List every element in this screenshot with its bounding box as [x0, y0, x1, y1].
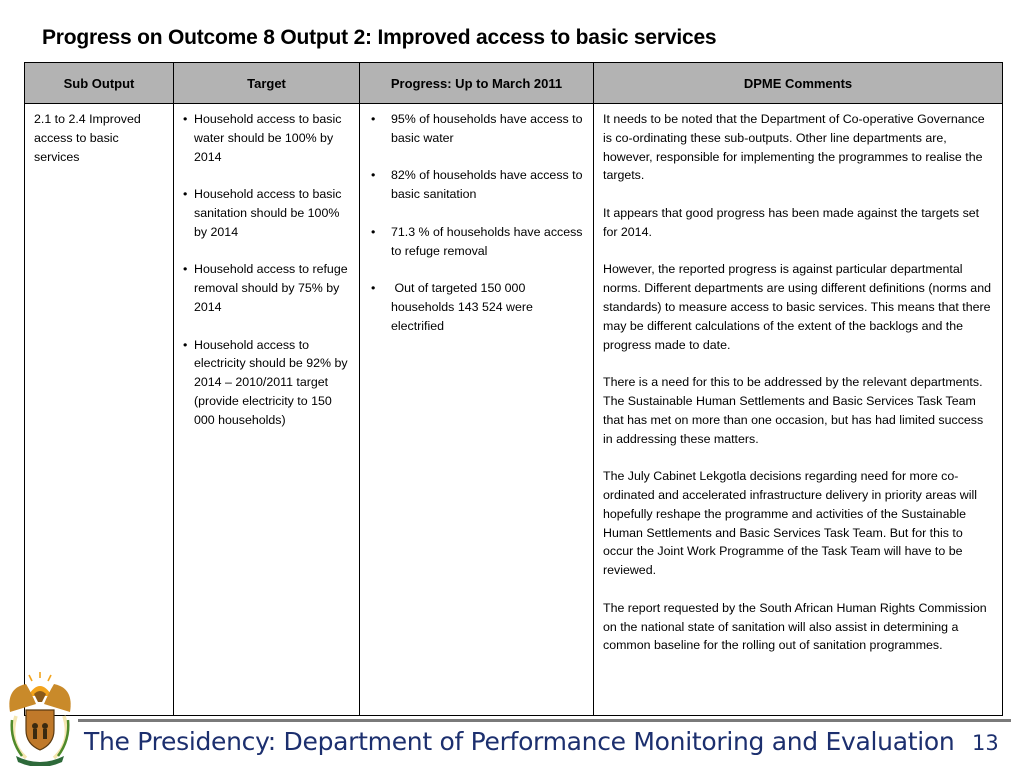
- target-cell: [174, 104, 360, 716]
- list-item: [183, 185, 351, 241]
- list-item: [183, 110, 351, 166]
- comment-paragraph: There is a need for this to be addressed by the relevant departments. The Sustainable Human Settlements and Basic Services Task Team that has met on more than one occasion, but has had limited success in addressing these matters.: [603, 375, 984, 446]
- progress-cell: [360, 104, 594, 716]
- page-number: 13: [972, 731, 999, 755]
- list-item: [183, 260, 351, 316]
- bullet-icon: •: [183, 262, 188, 277]
- slide-title: Progress on Outcome 8 Output 2: Improved access to basic services: [42, 26, 717, 49]
- list-item: [369, 223, 585, 261]
- target-text: Household access to refuge removal should by 75% by 2014: [194, 262, 348, 314]
- list-item: [183, 336, 351, 430]
- comment-paragraph: The July Cabinet Lekgotla decisions regarding need for more co-ordinated and accelerated infrastructure delivery in priority areas will hopefully reshape the programme and activities of the Sustainable Human Settlements and Basic Services Task Team. But for this to occur the Joint Work Programme of the Task Team will have to be reviewed.: [603, 469, 977, 578]
- target-text: Household access to electricity should be 92% by 2014 – 2010/2011 target (provide electricity to 150 000 households): [194, 337, 348, 427]
- header-progress: Progress: Up to March 2011: [360, 63, 594, 104]
- progress-text: 71.3 % of households have access to refuge removal: [391, 224, 583, 258]
- header-sub-output: Sub Output: [25, 63, 174, 104]
- comment-paragraph: The report requested by the South African Human Rights Commission on the national state of sanitation will also assist in determining a common baseline for the rolling out of sanitation programmes.: [603, 600, 987, 653]
- comment-paragraph: It appears that good progress has been made against the targets set for 2014.: [603, 205, 980, 239]
- progress-text: Out of targeted 150 000 households 143 524 were electrified: [391, 281, 537, 333]
- sub-output-cell: [25, 104, 174, 716]
- list-item: [369, 110, 585, 148]
- south-africa-coat-of-arms-icon: [2, 672, 78, 766]
- footer-divider: [78, 719, 1011, 722]
- bullet-icon: •: [371, 168, 376, 183]
- bullet-icon: •: [371, 281, 376, 296]
- sub-output-text: 2.1 to 2.4 Improved access to basic services: [34, 112, 141, 164]
- target-list: [183, 110, 351, 430]
- bullet-icon: •: [183, 337, 188, 352]
- progress-table: [24, 62, 1002, 716]
- target-text: Household access to basic water should be 100% by 2014: [194, 112, 342, 164]
- table-row: [25, 104, 1003, 716]
- table-header-row: [25, 63, 1003, 104]
- list-item: [369, 279, 585, 335]
- progress-text: 95% of households have access to basic water: [391, 112, 583, 145]
- progress-list: [369, 110, 585, 336]
- comment-paragraph: However, the reported progress is against particular departmental norms. Different departments are using different definitions (norms and standards) to measure access to basic services. This means that there may be different calculations of the extent of the backlogs and the progress made to date.: [603, 262, 991, 352]
- dpme-comments-cell: [594, 104, 1003, 716]
- bullet-icon: •: [183, 112, 188, 126]
- list-item: [369, 166, 585, 204]
- progress-text: 82% of households have access to basic sanitation: [391, 168, 583, 202]
- bullet-icon: •: [183, 187, 188, 202]
- bullet-icon: •: [371, 112, 376, 126]
- bullet-icon: •: [371, 224, 376, 239]
- header-dpme-comments: DPME Comments: [594, 63, 1003, 104]
- comment-paragraph: It needs to be noted that the Department of Co-operative Governance is co-ordinating these sub-outputs. Other line departments are, however, responsible for implementing the programmes to realise the targets.: [603, 112, 985, 183]
- header-target: Target: [174, 63, 360, 104]
- target-text: Household access to basic sanitation should be 100% by 2014: [194, 187, 342, 239]
- footer-department-name: The Presidency: Department of Performance Monitoring and Evaluation: [84, 727, 955, 756]
